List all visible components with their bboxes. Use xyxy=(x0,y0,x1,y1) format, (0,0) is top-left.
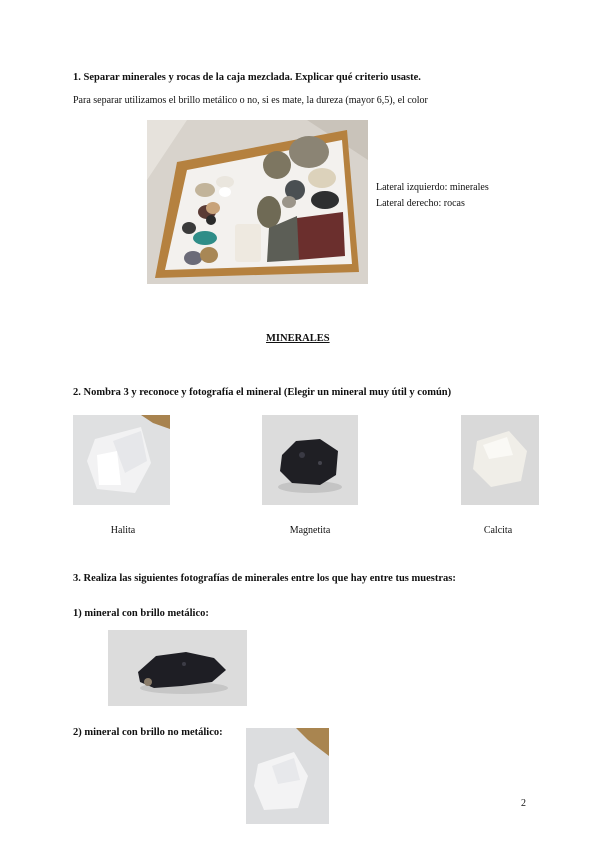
question-1-answer: Para separar utilizamos el brillo metálico o no, si es mate, la dureza (mayor 6,5), el color xyxy=(73,95,428,106)
halita-photo xyxy=(73,415,170,505)
question-3-title: 3. Realiza las siguientes fotografías de minerales entre los que hay entre tus muestras: xyxy=(73,573,456,584)
magnetita-photo xyxy=(262,415,358,505)
calcita-photo xyxy=(461,415,539,505)
metallic-mineral-photo xyxy=(108,630,247,706)
mineral-tray-photo xyxy=(147,120,368,284)
item-nonmetallic-luster: 2) mineral con brillo no metálico: xyxy=(73,727,223,738)
question-1-title: 1. Separar minerales y rocas de la caja mezclada. Explicar qué criterio usaste. xyxy=(73,72,421,83)
page-number: 2 xyxy=(521,798,526,809)
item-metallic-luster: 1) mineral con brillo metálico: xyxy=(73,608,209,619)
caption-calcita: Calcita xyxy=(483,525,513,536)
section-heading: MINERALES xyxy=(266,333,330,344)
caption-halita: Halita xyxy=(110,525,136,536)
side-note-minerals: Lateral izquierdo: minerales xyxy=(376,182,489,193)
nonmetallic-mineral-photo xyxy=(246,728,329,824)
side-note-rocks: Lateral derecho: rocas xyxy=(376,198,465,209)
question-2-title: 2. Nombra 3 y reconoce y fotografía el mineral (Elegir un mineral muy útil y común) xyxy=(73,387,452,398)
caption-magnetita: Magnetita xyxy=(289,525,331,536)
